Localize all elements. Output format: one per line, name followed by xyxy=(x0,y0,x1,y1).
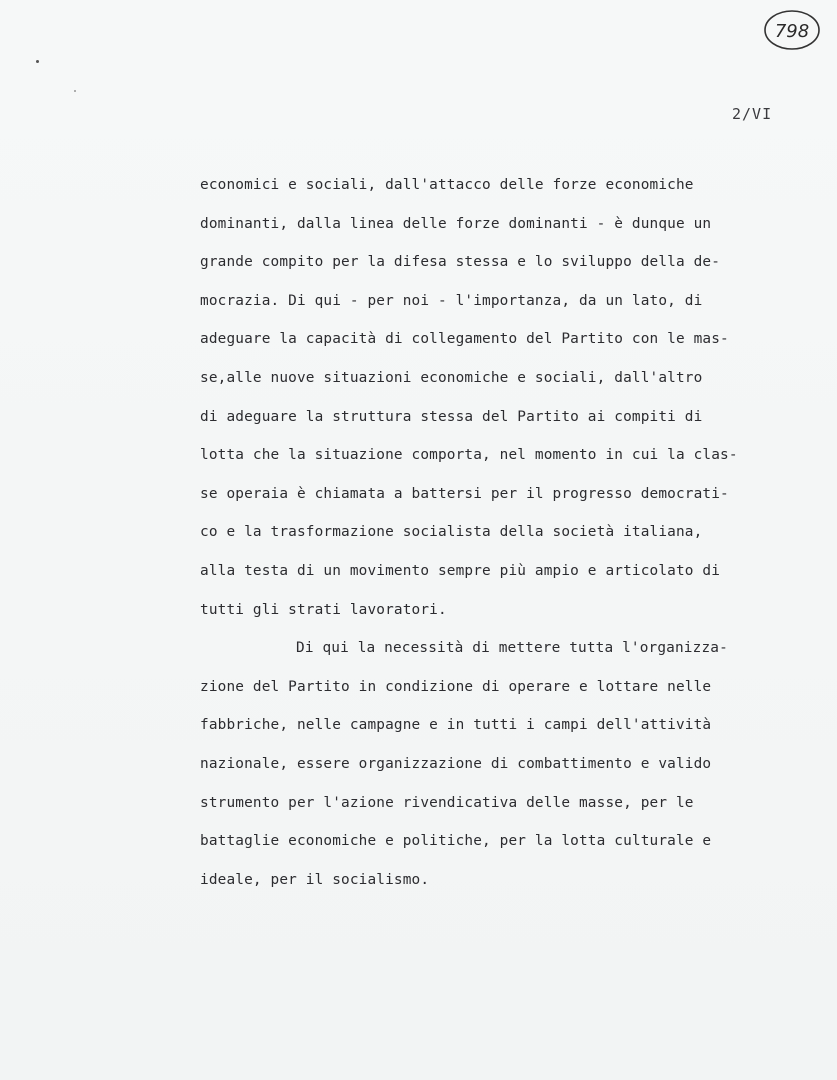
ink-speck xyxy=(36,60,39,63)
text-line: strumento per l'azione rivendicativa delle masse, per le xyxy=(200,794,694,811)
text-line: battaglie economiche e politiche, per la lotta culturale e xyxy=(200,833,712,850)
text-line: nazionale, essere organizzazione di combattimento e valido xyxy=(200,755,712,772)
typewritten-body xyxy=(200,166,800,899)
text-line: se operaia è chiamata a battersi per il progresso democrati- xyxy=(200,485,729,502)
text-line: mocrazia. Di qui - per noi - l'importanza, da un lato, di xyxy=(200,292,703,309)
text-line: ideale, per il socialismo. xyxy=(200,871,430,888)
text-line: zione del Partito in condizione di operare e lottare nelle xyxy=(200,678,712,695)
text-line: dominanti, dalla linea delle forze dominanti - è dunque un xyxy=(200,215,712,232)
archive-number: 798 xyxy=(774,21,810,42)
ink-speck xyxy=(74,90,76,92)
text-line: di adeguare la struttura stessa del Partito ai compiti di xyxy=(200,408,703,425)
page-number: 2/VI xyxy=(732,105,773,123)
text-line: tutti gli strati lavoratori. xyxy=(200,601,447,618)
text-line: economici e sociali, dall'attacco delle forze economiche xyxy=(200,177,694,193)
text-line: se,alle nuove situazioni economiche e sociali, dall'altro xyxy=(200,369,703,386)
text-line: alla testa di un movimento sempre più ampio e articolato di xyxy=(200,562,721,579)
text-line: grande compito per la difesa stessa e lo sviluppo della de- xyxy=(200,254,721,271)
text-line: fabbriche, nelle campagne e in tutti i campi dell'attività xyxy=(200,717,712,734)
archive-number-stamp xyxy=(762,8,822,52)
paragraph-start-line: Di qui la necessità di mettere tutta l'organizza- xyxy=(296,640,728,657)
text-line: lotta che la situazione comporta, nel momento in cui la clas- xyxy=(200,447,738,464)
text-line: co e la trasformazione socialista della società italiana, xyxy=(200,524,703,541)
text-line: adeguare la capacità di collegamento del Partito con le mas- xyxy=(200,331,729,348)
